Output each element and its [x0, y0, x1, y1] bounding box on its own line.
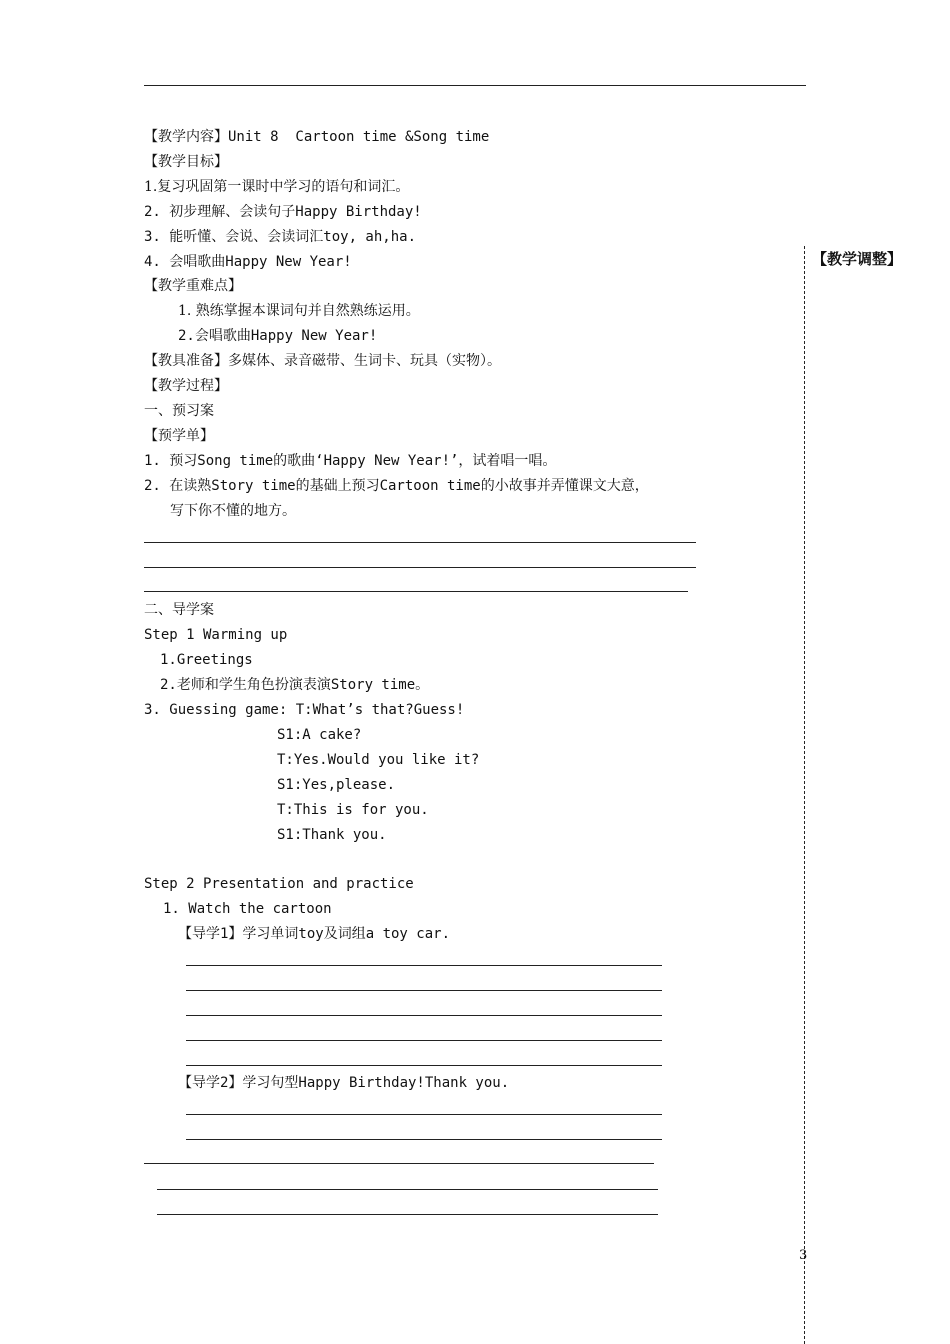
step-item: 3. Guessing game: T:What’s that?Guess!	[144, 702, 465, 718]
goal-item: 2. 初步理解、会读句子Happy Birthday!	[144, 204, 422, 220]
goal-item: 3. 能听懂、会说、会读词汇toy, ah,ha.	[144, 229, 417, 245]
preview-section-heading: 一、预习案	[144, 403, 214, 419]
step-item: 2.老师和学生角色扮演表演Story time。	[160, 677, 430, 693]
step-item: 1. Watch the cartoon	[163, 901, 332, 917]
goal-item: 4. 会唱歌曲Happy New Year!	[144, 254, 352, 270]
dialogue-line: T:This is for you.	[277, 802, 429, 818]
key-points-heading: 【教学重难点】	[144, 278, 242, 294]
dialogue-line: S1:Yes,please.	[277, 777, 396, 793]
answer-line	[186, 1114, 662, 1115]
key-point-item: 1. 熟练掌握本课词句并自然熟练运用。	[178, 303, 420, 319]
teaching-process-heading: 【教学过程】	[144, 378, 228, 394]
teaching-aids-line: 【教具准备】多媒体、录音磁带、生词卡、玩具（实物）。	[144, 353, 501, 369]
answer-line	[186, 965, 662, 966]
answer-line	[144, 567, 696, 568]
guided-study-2: 【导学2】学习句型Happy Birthday!Thank you.	[178, 1075, 510, 1091]
answer-line	[186, 1139, 662, 1140]
guided-study-1: 【导学1】学习单词toy及词组a toy car.	[178, 926, 451, 942]
margin-divider	[804, 246, 805, 1344]
key-point-item: 2.会唱歌曲Happy New Year!	[178, 328, 378, 344]
answer-line	[186, 1040, 662, 1041]
page-number: 3	[799, 1248, 808, 1263]
step-heading: Step 1 Warming up	[144, 627, 288, 643]
dialogue-line: S1:Thank you.	[277, 827, 387, 843]
header-rule	[144, 85, 806, 86]
answer-line	[157, 1189, 658, 1190]
teaching-adjustment-title: 【教学调整】	[812, 250, 903, 268]
step-heading: Step 2 Presentation and practice	[144, 876, 414, 892]
answer-line	[144, 542, 696, 543]
answer-line	[186, 990, 662, 991]
preview-item: 2. 在读熟Story time的基础上预习Cartoon time的小故事并弄懂课文大意，	[144, 478, 649, 494]
teaching-content-line: 【教学内容】Unit 8 Cartoon time &Song time	[144, 129, 490, 145]
step-item: 1.Greetings	[160, 652, 253, 668]
goal-item: 1.复习巩固第一课时中学习的语句和词汇。	[144, 179, 410, 195]
answer-line	[186, 1015, 662, 1016]
answer-line	[144, 1163, 654, 1164]
dialogue-line: S1:A cake?	[277, 727, 362, 743]
answer-line	[144, 591, 688, 592]
preview-item-continuation: 写下你不懂的地方。	[170, 503, 296, 519]
teaching-goals-heading: 【教学目标】	[144, 154, 228, 170]
guided-section-heading: 二、导学案	[144, 602, 214, 618]
answer-line	[186, 1065, 662, 1066]
dialogue-line: T:Yes.Would you like it?	[277, 752, 480, 768]
preview-item: 1. 预习Song time的歌曲‘Happy New Year!’，试着唱一唱。	[144, 453, 557, 469]
answer-line	[157, 1214, 658, 1215]
preview-sheet-heading: 【预学单】	[144, 428, 214, 444]
